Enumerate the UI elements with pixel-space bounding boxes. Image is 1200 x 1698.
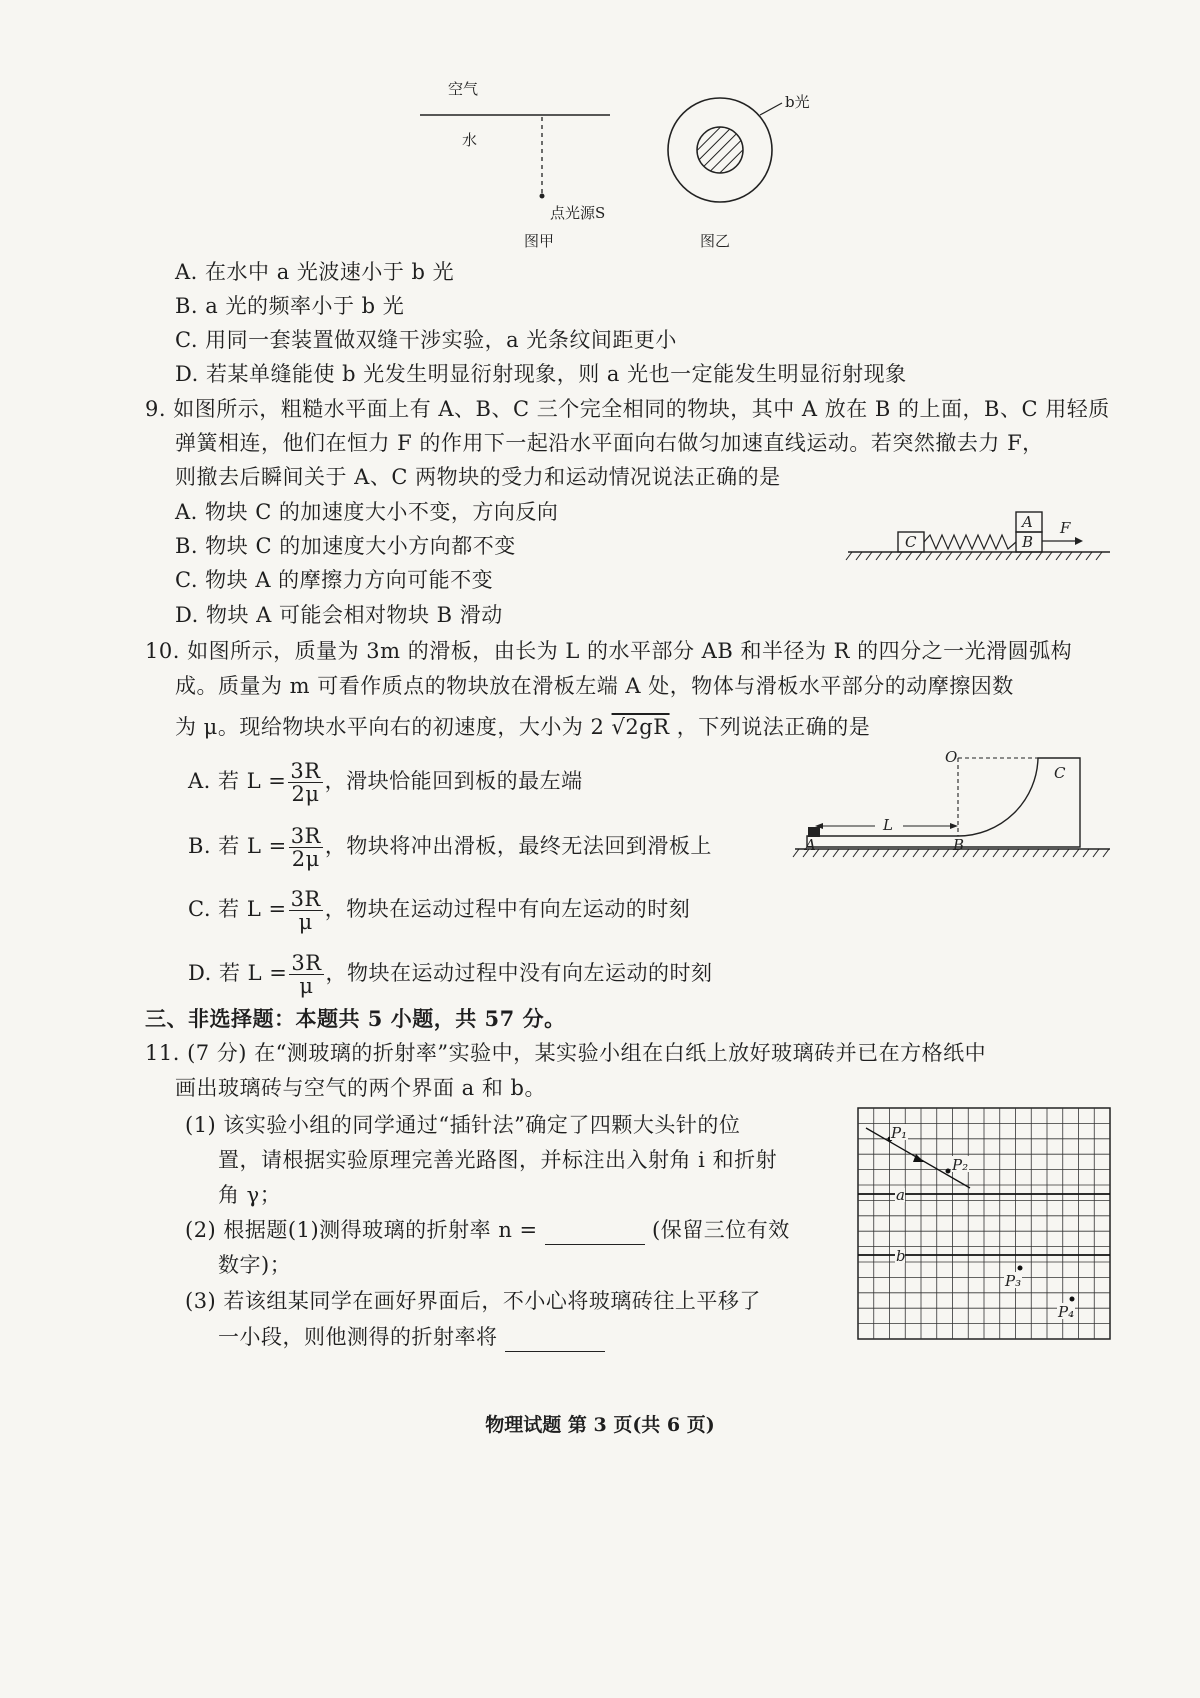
figure-jia (400, 70, 630, 250)
fig-jia-air-label: 空气 (448, 80, 479, 98)
q10-point-c-label: C (1054, 764, 1066, 782)
figure-yi (660, 85, 840, 255)
q10-option-b-label: B. 若 L = (188, 834, 287, 858)
q11-sub2-text: (2) 根据题(1)测得玻璃的折射率 n = (185, 1218, 538, 1242)
q9-stem-line2: 弹簧相连，他们在恒力 F 的作用下一起沿水平面向右做匀加速直线运动。若突然撤去力 F， (175, 431, 1044, 455)
q11-pin-p2-label: P₂ (952, 1156, 969, 1174)
section-3-heading: 三、非选择题：本题共 5 小题，共 57 分。 (145, 1006, 566, 1031)
q10-option-d-label: D. 若 L = (188, 961, 288, 985)
q10-point-o-label: O (945, 748, 958, 766)
q9-figure (840, 495, 1120, 565)
q10-stem-line2: 成。质量为 m 可看作质点的物块放在滑板左端 A 处，物体与滑板水平部分的动摩擦因数 (175, 674, 1014, 698)
q11-stem-line1: 11. (7 分) 在“测玻璃的折射率”实验中，某实验小组在白纸上放好玻璃砖并已在方格纸中 (145, 1041, 987, 1065)
q10-option-c-label: C. 若 L = (188, 897, 287, 921)
q9-option-b: B. 物块 C 的加速度大小方向都不变 (175, 534, 516, 558)
q8-option-b: B. a 光的频率小于 b 光 (175, 294, 405, 318)
q10-stem-line3-pre: 为 μ。现给物块水平向右的初速度，大小为 2 (175, 715, 605, 739)
q9-block-a-label: A (1022, 513, 1033, 531)
q10-option-c-text: ，物块在运动过程中有向左运动的时刻 (324, 897, 691, 921)
q11-sub2-text-b: (保留三位有效 (652, 1218, 790, 1242)
page-footer: 物理试题 第 3 页(共 6 页) (485, 1414, 715, 1436)
q11-sub2-line1 (185, 1215, 790, 1245)
q10-option-c-den: μ (298, 910, 313, 934)
q10-point-b-label: B (953, 836, 965, 854)
q10-point-a-label: A (805, 836, 816, 854)
q8-option-c: C. 用同一套装置做双缝干涉实验，a 光条纹间距更小 (175, 328, 677, 352)
q11-answer-blank-trend[interactable] (505, 1331, 605, 1352)
q10-option-b-text: ，物块将冲出滑板，最终无法回到滑板上 (324, 834, 712, 858)
q9-option-d: D. 物块 A 可能会相对物块 B 滑动 (175, 603, 503, 627)
q10-stem-line1: 10. 如图所示，质量为 3m 的滑板，由长为 L 的水平部分 AB 和半径为 R 的四分之一光滑圆弧构 (145, 639, 1073, 663)
q10-option-a-text: ，滑块恰能回到板的最左端 (324, 769, 583, 793)
q11-sub3-text: 一小段，则他测得的折射率将 (218, 1325, 498, 1349)
q9-stem-line3: 则撤去后瞬间关于 A、C 两物块的受力和运动情况说法正确的是 (175, 465, 781, 489)
q10-sqrt-expression: √2gR (611, 715, 670, 739)
q9-option-c: C. 物块 A 的摩擦力方向可能不变 (175, 568, 494, 592)
q10-option-b-den: 2μ (291, 847, 320, 871)
q11-stem-line2: 画出玻璃砖与空气的两个界面 a 和 b。 (175, 1076, 546, 1100)
q10-option-a-num: 3R (290, 759, 321, 783)
q10-option-a-den: 2μ (291, 782, 320, 806)
q10-option-c-num: 3R (290, 887, 321, 911)
q11-answer-blank-n[interactable] (545, 1224, 645, 1245)
fig-jia-source-label: 点光源S (550, 204, 606, 222)
fig-jia-water-label: 水 (462, 131, 478, 149)
q11-interface-a-label: a (896, 1186, 905, 1204)
q10-option-d (188, 952, 713, 997)
q11-pin-p1-label: P₁ (891, 1124, 908, 1142)
q10-length-l-label: L (883, 816, 893, 834)
fig-jia-caption: 图甲 (524, 232, 555, 250)
q10-stem-line3 (175, 712, 870, 742)
q9-option-a: A. 物块 C 的加速度大小不变，方向反向 (175, 500, 559, 524)
fig-yi-b-light-label: b光 (785, 93, 810, 111)
q10-option-d-den: μ (299, 974, 314, 998)
q10-option-b (188, 825, 712, 870)
q9-force-f-label: F (1060, 519, 1071, 537)
q9-stem-line1: 9. 如图所示，粗糙水平面上有 A、B、C 三个完全相同的物块，其中 A 放在 B 的上面，B、C 用轻质 (145, 397, 1110, 421)
q11-sub1-line3: 角 γ； (218, 1183, 282, 1207)
q11-sub1-line1: (1) 该实验小组的同学通过“插针法”确定了四颗大头针的位 (185, 1113, 741, 1137)
q11-interface-b-label: b (896, 1247, 906, 1265)
q10-option-a-label: A. 若 L = (188, 769, 287, 793)
q10-option-d-num: 3R (291, 951, 322, 975)
q9-block-c-label: C (905, 533, 917, 551)
q11-pin-p3-label: P₃ (1005, 1272, 1022, 1290)
q11-pin-p4-label: P₄ (1058, 1303, 1075, 1321)
q11-sub2-line2: 数字)； (218, 1253, 292, 1277)
q11-sub1-line2: 置，请根据实验原理完善光路图，并标注出入射角 i 和折射 (218, 1148, 778, 1172)
q10-option-b-num: 3R (290, 824, 321, 848)
q8-option-d: D. 若某单缝能使 b 光发生明显衍射现象，则 a 光也一定能发生明显衍射现象 (175, 362, 907, 386)
q11-sub3-line2 (218, 1322, 605, 1352)
q10-option-c (188, 888, 690, 933)
q10-option-a (188, 760, 583, 805)
q11-grid-figure (858, 1108, 1114, 1344)
q8-option-a: A. 在水中 a 光波速小于 b 光 (175, 260, 455, 284)
fig-yi-caption: 图乙 (700, 232, 731, 250)
q11-sub3-line1: (3) 若该组某同学在画好界面后，不小心将玻璃砖往上平移了 (185, 1289, 761, 1313)
q10-option-d-text: ，物块在运动过程中没有向左运动的时刻 (325, 961, 713, 985)
q9-block-b-label: B (1022, 533, 1034, 551)
q10-stem-line3-post: ，下列说法正确的是 (676, 715, 871, 739)
q10-figure (795, 748, 1115, 868)
